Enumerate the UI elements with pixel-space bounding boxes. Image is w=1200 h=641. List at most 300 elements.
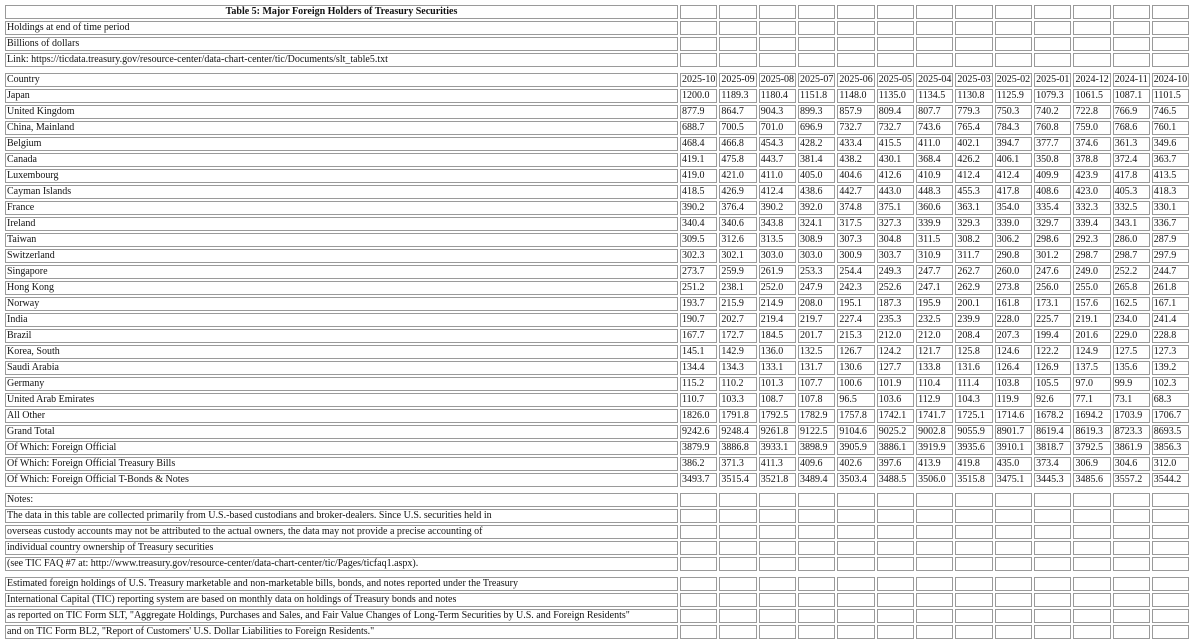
empty-cell — [1073, 37, 1110, 51]
value-cell: 303.0 — [759, 249, 796, 263]
value-cell: 199.4 — [1034, 329, 1071, 343]
gap-cell — [798, 489, 835, 491]
value-cell: 377.7 — [1034, 137, 1071, 151]
value-cell: 112.9 — [916, 393, 953, 407]
value-cell: 339.0 — [995, 217, 1032, 231]
empty-cell — [995, 541, 1032, 555]
value-cell: 442.7 — [837, 185, 874, 199]
value-cell: 390.2 — [680, 201, 717, 215]
value-cell: 232.5 — [916, 313, 953, 327]
empty-cell — [1152, 493, 1189, 507]
value-cell: 190.7 — [680, 313, 717, 327]
gap-cell — [798, 573, 835, 575]
value-cell: 3485.6 — [1073, 473, 1110, 487]
value-cell: 3856.3 — [1152, 441, 1189, 455]
value-cell: 3489.4 — [798, 473, 835, 487]
notes-label-row — [5, 493, 1189, 507]
value-cell: 302.3 — [680, 249, 717, 263]
value-cell: 329.7 — [1034, 217, 1071, 231]
empty-cell — [955, 37, 992, 51]
column-header-period: 2025-09 — [721, 74, 755, 85]
value-cell: 372.4 — [1113, 153, 1150, 167]
value-cell: 904.3 — [759, 105, 796, 119]
value-cell: 1706.7 — [1152, 409, 1189, 423]
value-cell: 360.6 — [916, 201, 953, 215]
value-cell: 760.1 — [1152, 121, 1189, 135]
country-name: Ireland — [5, 217, 678, 231]
empty-cell — [995, 5, 1032, 19]
column-header-period: 2025-07 — [800, 74, 834, 85]
country-name: Cayman Islands — [5, 185, 678, 199]
country-name: Canada — [5, 153, 678, 167]
empty-cell — [837, 577, 874, 591]
value-cell: 8619.4 — [1034, 425, 1071, 439]
gap-cell — [759, 573, 796, 575]
meta-line: Holdings at end of time period — [5, 21, 678, 35]
empty-cell — [1073, 557, 1110, 571]
empty-cell — [759, 509, 796, 523]
value-cell: 1694.2 — [1073, 409, 1110, 423]
value-cell: 311.5 — [916, 233, 953, 247]
note-line: (see TIC FAQ #7 at: http://www.treasury.gov/resource-center/data-chart-center/tic/Pages/ticfaq1.aspx). — [5, 557, 678, 571]
empty-cell — [877, 53, 914, 67]
empty-cell — [877, 5, 914, 19]
column-header-period: 2025-06 — [839, 74, 873, 85]
value-cell: 312.6 — [719, 233, 756, 247]
empty-cell — [680, 53, 717, 67]
empty-cell — [1113, 541, 1150, 555]
value-cell: 225.7 — [1034, 313, 1071, 327]
value-cell: 9104.6 — [837, 425, 874, 439]
table-row — [5, 89, 1189, 103]
value-cell: 214.9 — [759, 297, 796, 311]
empty-cell — [798, 5, 835, 19]
value-cell: 201.6 — [1073, 329, 1110, 343]
value-cell: 251.2 — [680, 281, 717, 295]
empty-cell — [759, 625, 796, 639]
value-cell: 378.8 — [1073, 153, 1110, 167]
empty-cell — [1152, 525, 1189, 539]
empty-cell — [1152, 53, 1189, 67]
empty-cell — [759, 37, 796, 51]
value-cell: 77.1 — [1073, 393, 1110, 407]
value-cell: 700.5 — [719, 121, 756, 135]
value-cell: 254.4 — [837, 265, 874, 279]
empty-cell — [1073, 53, 1110, 67]
gap-cell — [995, 489, 1032, 491]
value-cell: 8693.5 — [1152, 425, 1189, 439]
country-name: Brazil — [5, 329, 678, 343]
empty-cell — [798, 593, 835, 607]
value-cell: 162.5 — [1113, 297, 1150, 311]
empty-cell — [916, 609, 953, 623]
value-cell: 125.8 — [955, 345, 992, 359]
empty-cell — [877, 577, 914, 591]
empty-cell — [1034, 609, 1071, 623]
value-cell: 133.1 — [759, 361, 796, 375]
value-cell: 327.3 — [877, 217, 914, 231]
table-row — [5, 441, 1189, 455]
value-cell: 405.3 — [1113, 185, 1150, 199]
value-cell: 3488.5 — [877, 473, 914, 487]
value-cell: 297.9 — [1152, 249, 1189, 263]
value-cell: 234.0 — [1113, 313, 1150, 327]
table-row — [5, 473, 1189, 487]
value-cell: 443.0 — [877, 185, 914, 199]
empty-cell — [1073, 625, 1110, 639]
value-cell: 136.0 — [759, 345, 796, 359]
empty-cell — [955, 509, 992, 523]
empty-cell — [1152, 541, 1189, 555]
empty-cell — [877, 37, 914, 51]
value-cell: 100.6 — [837, 377, 874, 391]
value-cell: 411.3 — [759, 457, 796, 471]
value-cell: 96.5 — [837, 393, 874, 407]
value-cell: 435.0 — [995, 457, 1032, 471]
spreadsheet — [3, 3, 1191, 641]
value-cell: 363.7 — [1152, 153, 1189, 167]
value-cell: 303.7 — [877, 249, 914, 263]
empty-cell — [798, 509, 835, 523]
value-cell: 732.7 — [877, 121, 914, 135]
value-cell: 9248.4 — [719, 425, 756, 439]
table-row — [5, 233, 1189, 247]
gap-cell — [916, 69, 953, 71]
gap-cell — [1034, 573, 1071, 575]
empty-cell — [877, 21, 914, 35]
empty-cell — [916, 625, 953, 639]
empty-cell — [1113, 557, 1150, 571]
value-cell: 261.9 — [759, 265, 796, 279]
value-cell: 394.7 — [995, 137, 1032, 151]
value-cell: 122.2 — [1034, 345, 1071, 359]
value-cell: 743.6 — [916, 121, 953, 135]
value-cell: 732.7 — [837, 121, 874, 135]
value-cell: 1079.3 — [1034, 89, 1071, 103]
table-row — [5, 377, 1189, 391]
value-cell: 374.6 — [1073, 137, 1110, 151]
value-cell: 317.5 — [837, 217, 874, 231]
value-cell: 779.3 — [955, 105, 992, 119]
empty-cell — [680, 557, 717, 571]
value-cell: 311.7 — [955, 249, 992, 263]
value-cell: 765.4 — [955, 121, 992, 135]
table-row — [5, 329, 1189, 343]
value-cell: 1101.5 — [1152, 89, 1189, 103]
value-cell: 363.1 — [955, 201, 992, 215]
empty-cell — [1034, 525, 1071, 539]
value-cell: 3910.1 — [995, 441, 1032, 455]
value-cell: 262.7 — [955, 265, 992, 279]
value-cell: 313.5 — [759, 233, 796, 247]
value-cell: 768.6 — [1113, 121, 1150, 135]
value-cell: 300.9 — [837, 249, 874, 263]
value-cell: 428.2 — [798, 137, 835, 151]
value-cell: 413.5 — [1152, 169, 1189, 183]
empty-cell — [719, 21, 756, 35]
value-cell: 3933.1 — [759, 441, 796, 455]
value-cell: 167.7 — [680, 329, 717, 343]
value-cell: 235.3 — [877, 313, 914, 327]
empty-cell — [877, 493, 914, 507]
value-cell: 343.1 — [1113, 217, 1150, 231]
value-cell: 3544.2 — [1152, 473, 1189, 487]
value-cell: 419.1 — [680, 153, 717, 167]
value-cell: 417.8 — [1113, 169, 1150, 183]
gap-cell — [877, 573, 914, 575]
empty-cell — [1152, 21, 1189, 35]
empty-cell — [995, 577, 1032, 591]
gap-cell — [955, 573, 992, 575]
empty-cell — [1113, 625, 1150, 639]
table-row — [5, 105, 1189, 119]
empty-cell — [680, 21, 717, 35]
value-cell: 412.6 — [877, 169, 914, 183]
empty-cell — [837, 541, 874, 555]
country-name: France — [5, 201, 678, 215]
value-cell: 262.9 — [955, 281, 992, 295]
value-cell: 418.5 — [680, 185, 717, 199]
value-cell: 413.9 — [916, 457, 953, 471]
value-cell: 3503.4 — [837, 473, 874, 487]
empty-cell — [680, 509, 717, 523]
value-cell: 310.9 — [916, 249, 953, 263]
empty-cell — [955, 21, 992, 35]
value-cell: 102.3 — [1152, 377, 1189, 391]
empty-cell — [759, 53, 796, 67]
value-cell: 287.9 — [1152, 233, 1189, 247]
empty-cell — [1152, 37, 1189, 51]
value-cell: 219.7 — [798, 313, 835, 327]
column-header-country: Country — [5, 73, 678, 87]
value-cell: 3445.3 — [1034, 473, 1071, 487]
empty-cell — [1152, 5, 1189, 19]
value-cell: 339.4 — [1073, 217, 1110, 231]
empty-cell — [1073, 5, 1110, 19]
empty-cell — [955, 541, 992, 555]
value-cell: 3905.9 — [837, 441, 874, 455]
value-cell: 412.4 — [995, 169, 1032, 183]
value-cell: 110.2 — [719, 377, 756, 391]
empty-cell — [1073, 21, 1110, 35]
gap-cell — [680, 69, 717, 71]
note-line: overseas custody accounts may not be attributed to the actual owners, the data may not provide a precise accounting of — [5, 525, 678, 539]
empty-cell — [798, 53, 835, 67]
value-cell: 877.9 — [680, 105, 717, 119]
empty-cell — [837, 609, 874, 623]
value-cell: 411.0 — [759, 169, 796, 183]
value-cell: 184.5 — [759, 329, 796, 343]
value-cell: 349.6 — [1152, 137, 1189, 151]
value-cell: 200.1 — [955, 297, 992, 311]
note-line: The data in this table are collected primarily from U.S.-based custodians and broker-dealers. Since U.S. securities held in — [5, 509, 678, 523]
value-cell: 1134.5 — [916, 89, 953, 103]
empty-cell — [955, 625, 992, 639]
value-cell: 722.8 — [1073, 105, 1110, 119]
value-cell: 255.0 — [1073, 281, 1110, 295]
table-row — [5, 265, 1189, 279]
value-cell: 265.8 — [1113, 281, 1150, 295]
value-cell: 101.9 — [877, 377, 914, 391]
value-cell: 371.3 — [719, 457, 756, 471]
empty-cell — [719, 525, 756, 539]
value-cell: 354.0 — [995, 201, 1032, 215]
empty-cell — [916, 577, 953, 591]
value-cell: 228.8 — [1152, 329, 1189, 343]
empty-cell — [719, 609, 756, 623]
empty-cell — [955, 53, 992, 67]
table-row — [5, 313, 1189, 327]
value-cell: 864.7 — [719, 105, 756, 119]
value-cell: 124.6 — [995, 345, 1032, 359]
empty-cell — [759, 493, 796, 507]
empty-cell — [955, 609, 992, 623]
value-cell: 454.3 — [759, 137, 796, 151]
value-cell: 750.3 — [995, 105, 1032, 119]
value-cell: 1782.9 — [798, 409, 835, 423]
value-cell: 374.8 — [837, 201, 874, 215]
value-cell: 126.4 — [995, 361, 1032, 375]
value-cell: 335.4 — [1034, 201, 1071, 215]
value-cell: 392.0 — [798, 201, 835, 215]
value-cell: 1725.1 — [955, 409, 992, 423]
empty-cell — [798, 493, 835, 507]
title-row — [5, 5, 1189, 19]
meta-row — [5, 37, 1189, 51]
value-cell: 247.6 — [1034, 265, 1071, 279]
empty-cell — [916, 557, 953, 571]
empty-cell — [759, 593, 796, 607]
value-cell: 133.8 — [916, 361, 953, 375]
gap-cell — [1073, 573, 1110, 575]
empty-cell — [995, 37, 1032, 51]
value-cell: 9261.8 — [759, 425, 796, 439]
value-cell: 172.7 — [719, 329, 756, 343]
value-cell: 68.3 — [1152, 393, 1189, 407]
country-name: Germany — [5, 377, 678, 391]
country-name: Japan — [5, 89, 678, 103]
value-cell: 145.1 — [680, 345, 717, 359]
table-row — [5, 425, 1189, 439]
value-cell: 292.3 — [1073, 233, 1110, 247]
value-cell: 215.9 — [719, 297, 756, 311]
value-cell: 3493.7 — [680, 473, 717, 487]
table-row — [5, 361, 1189, 375]
empty-cell — [680, 5, 717, 19]
value-cell: 330.1 — [1152, 201, 1189, 215]
gap-cell — [5, 573, 678, 575]
table-row — [5, 121, 1189, 135]
value-cell: 1189.3 — [719, 89, 756, 103]
value-cell: 3515.8 — [955, 473, 992, 487]
empty-cell — [877, 609, 914, 623]
value-cell: 1135.0 — [877, 89, 914, 103]
value-cell: 137.5 — [1073, 361, 1110, 375]
gap-cell — [837, 489, 874, 491]
column-header-period: 2024-11 — [1114, 74, 1148, 85]
value-cell: 219.4 — [759, 313, 796, 327]
empty-cell — [916, 541, 953, 555]
column-header-period: 2024-12 — [1075, 74, 1109, 85]
value-cell: 390.2 — [759, 201, 796, 215]
empty-cell — [955, 557, 992, 571]
country-name: Luxembourg — [5, 169, 678, 183]
value-cell: 1087.1 — [1113, 89, 1150, 103]
value-cell: 241.4 — [1152, 313, 1189, 327]
value-cell: 308.2 — [955, 233, 992, 247]
value-cell: 426.2 — [955, 153, 992, 167]
value-cell: 412.4 — [955, 169, 992, 183]
gap-cell — [719, 69, 756, 71]
value-cell: 127.3 — [1152, 345, 1189, 359]
empty-cell — [877, 525, 914, 539]
empty-cell — [759, 541, 796, 555]
gap-cell — [1113, 69, 1150, 71]
empty-cell — [719, 53, 756, 67]
value-cell: 242.3 — [837, 281, 874, 295]
empty-cell — [837, 593, 874, 607]
value-cell: 419.0 — [680, 169, 717, 183]
meta-line: Link: https://ticdata.treasury.gov/resource-center/data-chart-center/tic/Documents/slt_table5.txt — [5, 53, 678, 67]
gap-cell — [877, 69, 914, 71]
gap-cell — [759, 489, 796, 491]
value-cell: 298.6 — [1034, 233, 1071, 247]
value-cell: 740.2 — [1034, 105, 1071, 119]
value-cell: 139.2 — [1152, 361, 1189, 375]
value-cell: 343.8 — [759, 217, 796, 231]
value-cell: 3515.4 — [719, 473, 756, 487]
value-cell: 229.0 — [1113, 329, 1150, 343]
value-cell: 423.9 — [1073, 169, 1110, 183]
empty-cell — [1113, 577, 1150, 591]
value-cell: 130.6 — [837, 361, 874, 375]
value-cell: 406.1 — [995, 153, 1032, 167]
empty-cell — [916, 53, 953, 67]
empty-cell — [955, 5, 992, 19]
value-cell: 376.4 — [719, 201, 756, 215]
gap-cell — [1034, 69, 1071, 71]
empty-cell — [1113, 493, 1150, 507]
empty-cell — [798, 557, 835, 571]
footnote-row — [5, 577, 1189, 591]
header-row — [5, 73, 1189, 87]
gap-cell — [798, 69, 835, 71]
value-cell: 212.0 — [916, 329, 953, 343]
value-cell: 350.8 — [1034, 153, 1071, 167]
empty-cell — [995, 625, 1032, 639]
empty-cell — [719, 541, 756, 555]
empty-cell — [1113, 509, 1150, 523]
value-cell: 1742.1 — [877, 409, 914, 423]
value-cell: 402.6 — [837, 457, 874, 471]
value-cell: 290.8 — [995, 249, 1032, 263]
empty-cell — [916, 37, 953, 51]
empty-cell — [1034, 541, 1071, 555]
gap-cell — [995, 573, 1032, 575]
value-cell: 247.7 — [916, 265, 953, 279]
value-cell: 423.0 — [1073, 185, 1110, 199]
empty-cell — [837, 525, 874, 539]
value-cell: 746.5 — [1152, 105, 1189, 119]
empty-cell — [1034, 493, 1071, 507]
empty-cell — [719, 557, 756, 571]
empty-cell — [995, 593, 1032, 607]
country-name: Singapore — [5, 265, 678, 279]
value-cell: 3861.9 — [1113, 441, 1150, 455]
empty-cell — [759, 525, 796, 539]
value-cell: 1061.5 — [1073, 89, 1110, 103]
value-cell: 110.7 — [680, 393, 717, 407]
